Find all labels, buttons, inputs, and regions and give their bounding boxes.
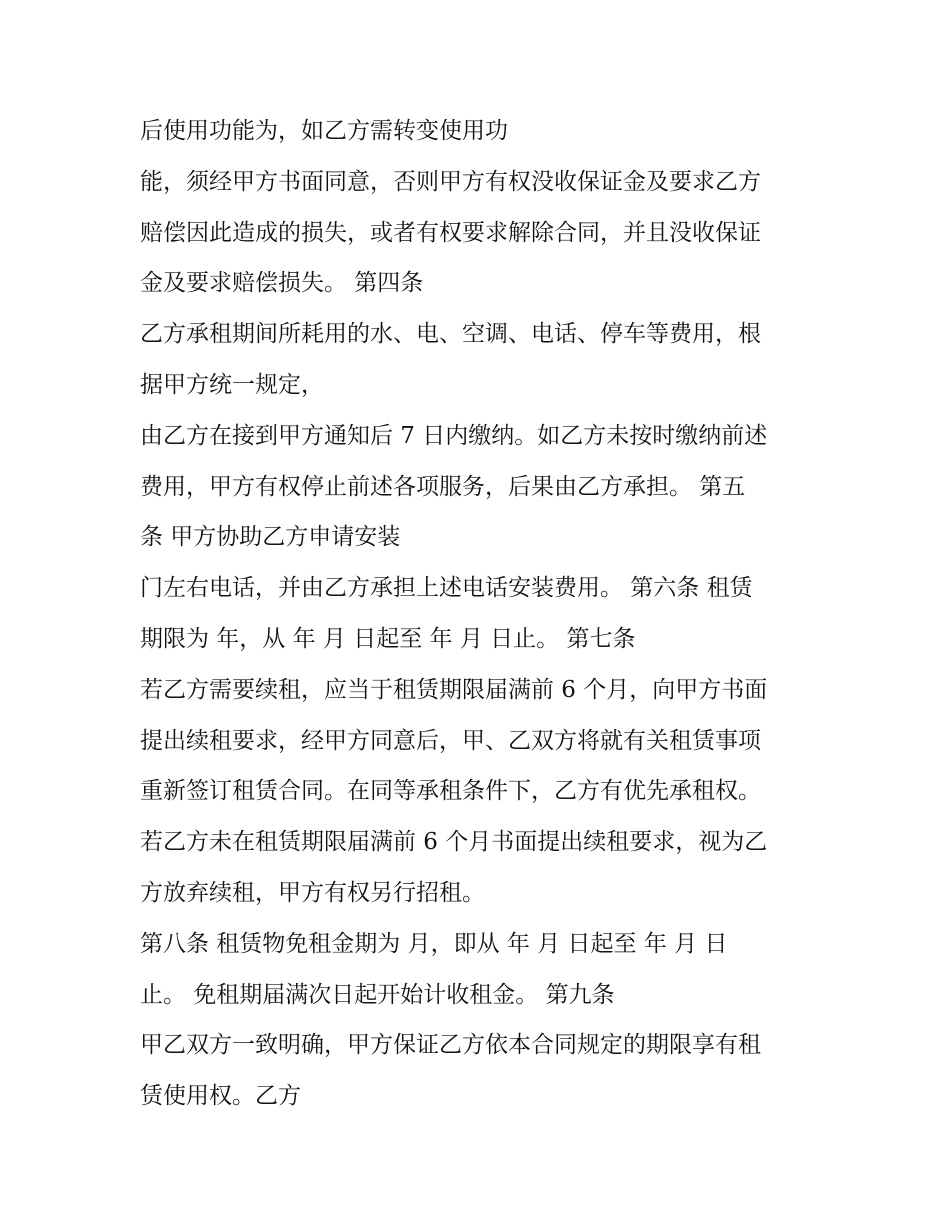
- text-line: 赁使用权。乙方: [140, 1083, 301, 1110]
- text-line: 甲乙双方一致明确，甲方保证乙方依本合同规定的期限享有租: [140, 1032, 761, 1059]
- text-line: 金及要求赔偿损失。 第四条: [140, 270, 424, 297]
- text-line: 能，须经甲方书面同意，否则甲方有权没收保证金及要求乙方: [140, 168, 761, 195]
- text-line: 提出续租要求，经甲方同意后，甲、乙双方将就有关租赁事项: [140, 727, 761, 754]
- text-line: 赔偿因此造成的损失，或者有权要求解除合同，并且没收保证: [140, 219, 761, 246]
- contract-text-body: [140, 106, 820, 1122]
- text-line: 后使用功能为，如乙方需转变使用功: [140, 118, 508, 144]
- text-line: 止。 免租期届满次日起开始计收租金。 第九条: [140, 981, 615, 1008]
- text-line: 门左右电话，并由乙方承担上述电话安装费用。 第六条 租赁: [140, 575, 753, 602]
- text-line: 据甲方统一规定，: [140, 371, 324, 398]
- text-line: 重新签订租赁合同。在同等承租条件下，乙方有优先承租权。: [140, 778, 761, 805]
- text-line: 第八条 租赁物免租金期为 月，即从 年 月 日起至 年 月 日: [140, 930, 728, 957]
- text-line: 期限为 年，从 年 月 日起至 年 月 日止。 第七条: [140, 625, 636, 652]
- text-line: 由乙方在接到甲方通知后 7 日内缴纳。如乙方未按时缴纳前述: [140, 422, 768, 449]
- text-line: 若乙方需要续租，应当于租赁期限届满前 6 个月，向甲方书面: [140, 676, 768, 703]
- text-line: 方放弃续租，甲方有权另行招租。: [140, 879, 485, 906]
- text-line: 若乙方未在租赁期限届满前 6 个月书面提出续租要求，视为乙: [140, 829, 768, 856]
- text-line: 条 甲方协助乙方申请安装: [140, 524, 401, 551]
- text-line: 乙方承租期间所耗用的水、电、空调、电话、停车等费用，根: [140, 321, 761, 348]
- text-line: 费用，甲方有权停止前述各项服务，后果由乙方承担。 第五: [140, 473, 746, 500]
